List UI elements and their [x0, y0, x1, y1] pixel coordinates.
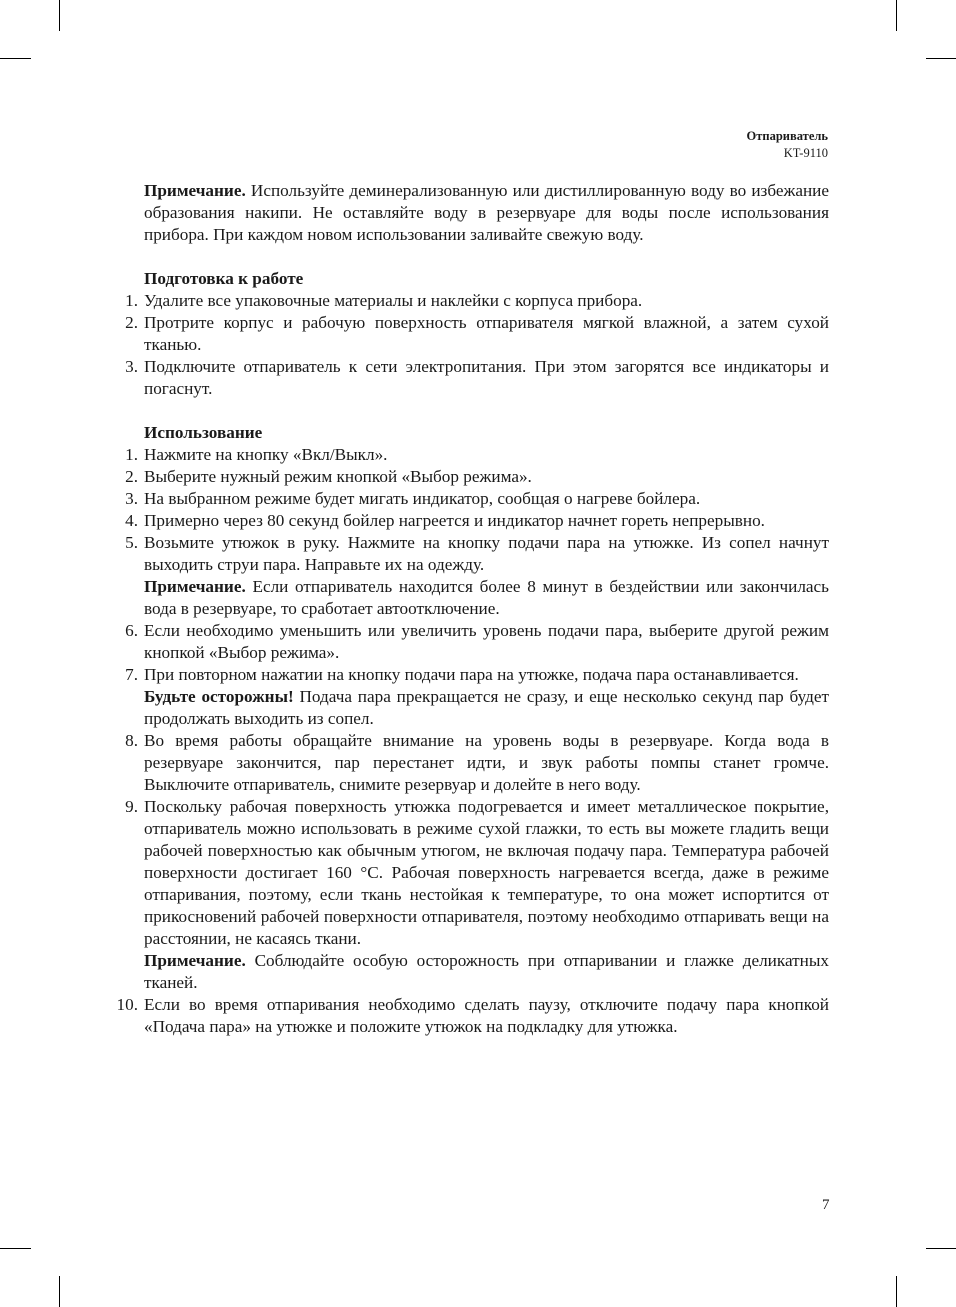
crop-mark-top-left	[59, 0, 60, 31]
header-model: KT-9110	[783, 146, 828, 160]
running-header	[747, 128, 828, 162]
list-item: 5. Возьмите утюжок в руку. Нажмите на кнопку подачи пара на утюжке. Из сопел начнут выходить струи пара. Направьте их на одежду. Примечание. Если отпариватель находится более 8 минут в бездействии или закончилась вода в резервуаре, то сработает автоотключение.	[125, 533, 829, 618]
crop-mark-bottom-right	[896, 1276, 897, 1307]
list-item: 10. Если во время отпаривания необходимо сделать паузу, отключите подачу пара кнопкой «Подача пара» на утюжке и положите утюжок на подкладку для утюжка.	[116, 995, 829, 1036]
section-heading-preparation: Подготовка к работе	[144, 269, 304, 288]
list-item: 2. Выберите нужный режим кнопкой «Выбор режима».	[125, 467, 532, 486]
intro-note-label: Примечание.	[144, 181, 246, 200]
preparation-list	[125, 290, 829, 400]
item-note: Примечание. Соблюдайте особую осторожность при отпаривании и глажке деликатных тканей.	[144, 951, 829, 992]
crop-mark-bottom-right-h	[926, 1248, 956, 1249]
list-item: 9. Поскольку рабочая поверхность утюжка подогревается и имеет металлическое покрытие, отпариватель можно использовать в режиме сухой глажки, то есть вы можете гладить вещи рабочей поверхностью как обычным утюгом, не включая подачу пара. Температура рабочей поверхности достигает 160 °С. Рабочая поверхность нагревается всегда, даже в режиме отпаривания, поэтому, если ткань нестойкая к температуре, то она может испортится от прикосновений рабочей поверхности отпаривателя, поэтому необходимо отпаривать вещи на расстоянии, не касаясь ткани. Примечание. Соблюдайте особую осторожность при отпаривании и глажке деликатных тканей.	[125, 797, 829, 992]
intro-note-text: Используйте деминерализованную или дистиллированную воду во избежание образования накипи. Не оставляйте воду в резервуаре для воды после использования прибора. При каждом новом использовании заливайте свежую воду.	[144, 181, 829, 244]
item-note: Примечание. Если отпариватель находится более 8 минут в бездействии или закончилась вода в резервуаре, то сработает автоотключение.	[144, 577, 829, 618]
list-item: 3. На выбранном режиме будет мигать индикатор, сообщая о нагреве бойлера.	[125, 489, 701, 508]
list-item: 1. Удалите все упаковочные материалы и наклейки с корпуса прибора.	[125, 291, 643, 310]
section-heading-usage: Использование	[144, 423, 263, 442]
header-product: Отпариватель	[746, 129, 828, 143]
crop-mark-top-right	[896, 0, 897, 31]
crop-mark-bottom-left	[59, 1276, 60, 1307]
list-item: 6. Если необходимо уменьшить или увеличить уровень подачи пара, выберите другой режим кнопкой «Выбор режима».	[125, 621, 829, 662]
crop-mark-top-left-h	[0, 58, 31, 59]
crop-mark-bottom-left-h	[0, 1248, 31, 1249]
page-number: 7	[822, 1197, 830, 1213]
page-content	[116, 180, 829, 1038]
item-warning: Будьте осторожны! Подача пара прекращается не сразу, и еще несколько секунд пар будет продолжать выходить из сопел.	[144, 687, 829, 728]
list-item: 8. Во время работы обращайте внимание на уровень воды в резервуаре. Когда вода в резервуаре закончится, пар перестанет идти, и звук работы помпы станет громче. Выключите отпариватель, снимите резервуар и долейте в него воду.	[125, 731, 829, 794]
usage-list	[116, 444, 829, 1038]
list-item: 3. Подключите отпариватель к сети электропитания. При этом загорятся все индикаторы и погаснут.	[125, 357, 829, 398]
intro-note	[144, 180, 829, 246]
crop-mark-top-right-h	[926, 58, 956, 59]
list-item: 1. Нажмите на кнопку «Вкл/Выкл».	[125, 445, 388, 464]
list-item: 7. При повторном нажатии на кнопку подачи пара на утюжке, подача пара останавливается. Будьте осторожны! Подача пара прекращается не сразу, и еще несколько секунд пар будет продолжать выходить из сопел.	[125, 665, 829, 728]
list-item: 4. Примерно через 80 секунд бойлер нагреется и индикатор начнет гореть непрерывно.	[125, 511, 765, 530]
list-item: 2. Протрите корпус и рабочую поверхность отпаривателя мягкой влажной, а затем сухой тканью.	[125, 313, 829, 354]
